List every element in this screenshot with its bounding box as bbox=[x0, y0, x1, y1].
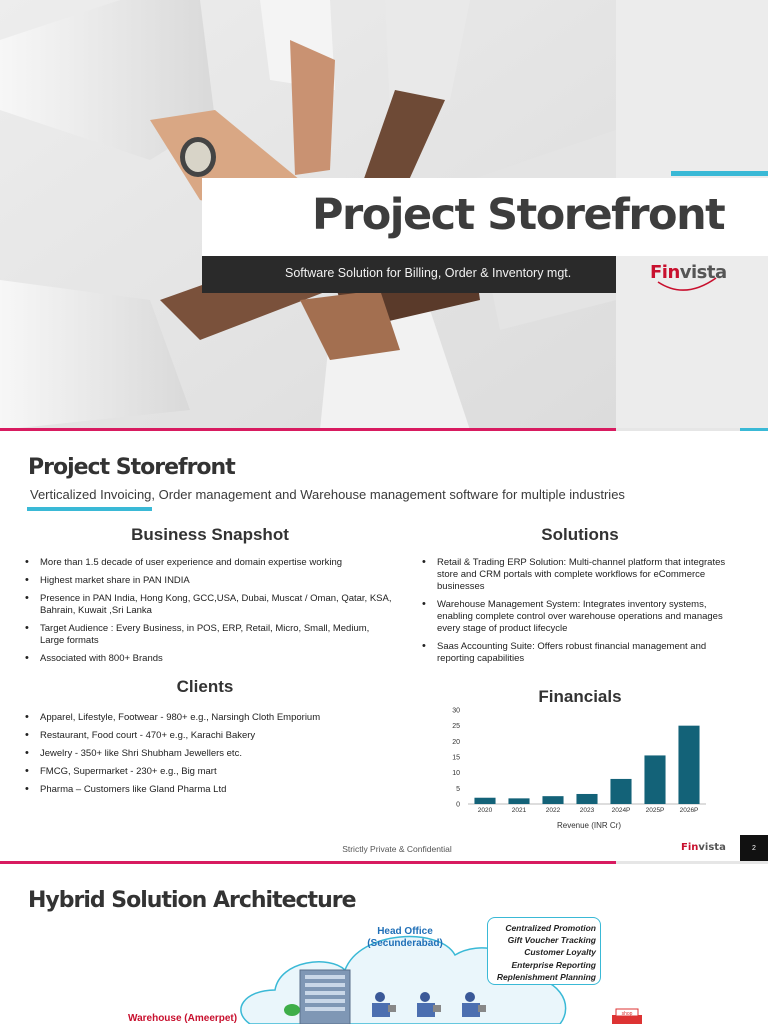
list-item: • More than 1.5 decade of user experience and domain expertise working bbox=[24, 557, 394, 569]
finvista-logo: Finvista bbox=[650, 262, 730, 296]
divider-rule bbox=[0, 861, 616, 864]
list-item: • Presence in PAN India, Hong Kong, GCC,USA, Dubai, Muscat / Oman, Qatar, KSA, Bahrain, Kuwait ,Sri Lanka bbox=[24, 593, 394, 617]
list-item: Customer Loyalty bbox=[524, 947, 596, 958]
list-item: Replenishment Planning bbox=[496, 971, 596, 982]
accent-underline bbox=[27, 507, 152, 511]
logo-swoosh-icon bbox=[650, 262, 730, 296]
y-tick-label: 25 bbox=[452, 723, 460, 731]
y-tick-label: 0 bbox=[456, 801, 460, 809]
y-tick-label: 20 bbox=[452, 738, 460, 746]
cover-title: Project Storefront bbox=[312, 190, 725, 240]
x-tick-label: 2023 bbox=[579, 807, 595, 814]
list-item: Enterprise Reporting bbox=[511, 959, 596, 970]
list-item: Gift Voucher Tracking bbox=[507, 935, 596, 946]
list-item: • Restaurant, Food court - 470+ e.g., Karachi Bakery bbox=[24, 730, 404, 742]
x-tick-label: 2022 bbox=[545, 807, 561, 814]
list-item: • Associated with 800+ Brands bbox=[24, 653, 394, 665]
divider-rule bbox=[0, 428, 616, 431]
list-item: • Target Audience : Every Business, in POS, ERP, Retail, Micro, Small, Medium, Large formats bbox=[24, 623, 394, 647]
list-item: • Saas Accounting Suite: Offers robust financial management and reporting capabilities bbox=[421, 641, 736, 665]
footer-finvista-logo: Finvista bbox=[681, 842, 726, 853]
accent-bar bbox=[671, 171, 768, 176]
list-item: • Pharma – Customers like Gland Pharma Ltd bbox=[24, 784, 404, 796]
features-list bbox=[487, 922, 596, 983]
list-item: • Jewelry - 350+ like Shri Shubham Jewellers etc. bbox=[24, 748, 404, 760]
list-item: Centralized Promotion bbox=[505, 923, 596, 933]
y-tick-label: 5 bbox=[456, 785, 460, 793]
y-tick-label: 15 bbox=[452, 754, 460, 762]
solutions-heading: Solutions bbox=[541, 525, 619, 544]
list-item: • Retail & Trading ERP Solution: Multi-channel platform that integrates store and CRM portals with complete workflows for eCommerce businesses bbox=[421, 557, 736, 593]
bar bbox=[508, 798, 529, 804]
bar bbox=[576, 794, 597, 804]
x-tick-label: 2021 bbox=[511, 807, 527, 814]
bar bbox=[474, 798, 495, 804]
revenue-bar-chart bbox=[440, 700, 720, 835]
slide2-subtitle: Verticalized Invoicing, Order management and Warehouse management software for multiple industries bbox=[30, 487, 625, 502]
x-tick-label: 2020 bbox=[477, 807, 493, 814]
y-tick-label: 30 bbox=[452, 707, 460, 715]
business-snapshot-heading: Business Snapshot bbox=[131, 525, 289, 544]
y-tick-label: 10 bbox=[452, 770, 460, 778]
warehouse-label: Warehouse (Ameerpet) bbox=[128, 1013, 238, 1024]
bar bbox=[542, 796, 563, 804]
list-item: • Highest market share in PAN INDIA bbox=[24, 575, 394, 587]
business-snapshot-list bbox=[24, 557, 394, 671]
shop-icon bbox=[612, 1009, 642, 1024]
cover-subtitle: Software Solution for Billing, Order & Inventory mgt. bbox=[285, 266, 572, 280]
bar bbox=[644, 755, 665, 804]
list-item: • Apparel, Lifestyle, Footwear - 980+ e.g., Narsingh Cloth Emporium bbox=[24, 712, 404, 724]
shop-sign: shop bbox=[621, 1011, 633, 1017]
footer-confidential: Strictly Private & Confidential bbox=[342, 844, 452, 854]
list-item: • Warehouse Management System: Integrates inventory systems, enabling complete control over warehouse operations and manages every stage of product lifecycle bbox=[421, 599, 736, 635]
cover-slide bbox=[0, 0, 768, 430]
clients-heading: Clients bbox=[176, 677, 234, 696]
slide3-title: Hybrid Solution Architecture bbox=[28, 888, 356, 913]
x-tick-label: 2025P bbox=[645, 807, 665, 814]
slide2-title: Project Storefront bbox=[28, 455, 235, 480]
bar bbox=[610, 779, 631, 804]
page-number: 2 bbox=[740, 835, 768, 863]
x-tick-label: 2024P bbox=[611, 807, 631, 814]
x-axis-label: Revenue (INR Cr) bbox=[556, 821, 622, 830]
clients-list bbox=[24, 712, 404, 802]
head-office-label: Head Office (Secunderabad) bbox=[367, 926, 443, 949]
bar bbox=[678, 726, 699, 804]
x-tick-label: 2026P bbox=[679, 807, 699, 814]
list-item: • FMCG, Supermarket - 230+ e.g., Big mart bbox=[24, 766, 404, 778]
financials-heading: Financials bbox=[538, 687, 622, 706]
solutions-list bbox=[421, 557, 736, 671]
